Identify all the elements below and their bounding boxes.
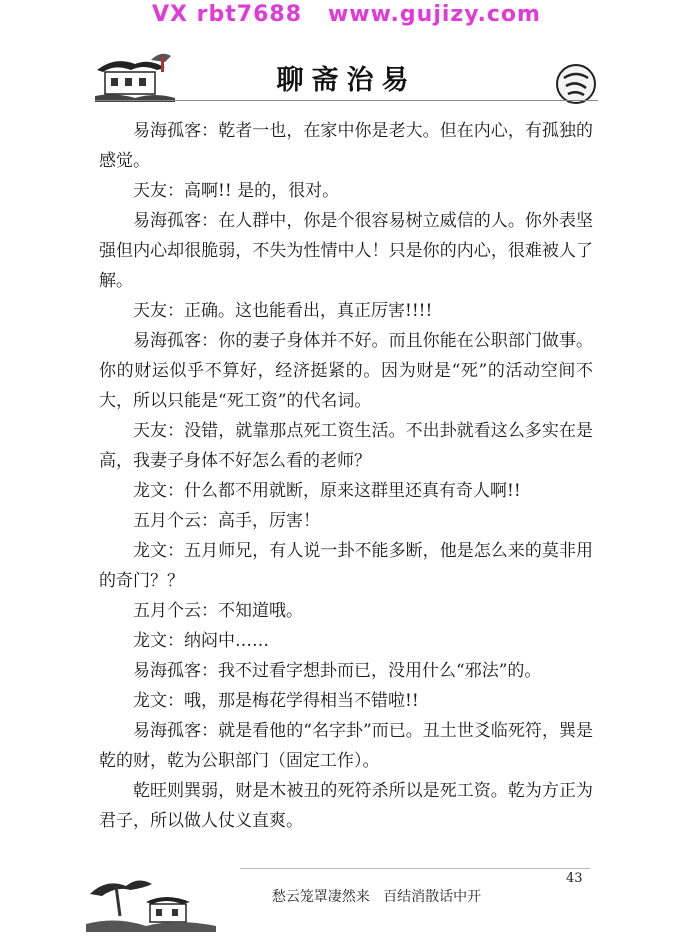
page-number: 43 bbox=[566, 871, 583, 886]
footer-motto: 愁云笼罩凄然来 百结消散话中开 bbox=[271, 889, 482, 905]
paragraph: 天友：高啊!! 是的，很对。 bbox=[133, 181, 340, 201]
header-rule bbox=[95, 100, 598, 101]
paragraph: 天友：正确。这也能看出，真正厉害!!!! bbox=[133, 301, 433, 321]
paragraph: 易海孤客：在人群中，你是个很容易树立威信的人。你外表坚强但内心却很脆弱，不失为性情中人！只是你的内心，很难被人了解。 bbox=[99, 211, 593, 291]
paragraph: 龙文：哦，那是梅花学得相当不错啦!! bbox=[133, 691, 419, 711]
paragraph: 乾旺则巽弱，财是木被丑的死符杀所以是死工资。乾为方正为君子，所以做人仗义直爽。 bbox=[99, 781, 593, 831]
paragraph: 龙文：五月师兄，有人说一卦不能多断，他是怎么来的莫非用的奇门？？ bbox=[99, 541, 593, 591]
paragraph: 易海孤客：我不过看字想卦而已，没用什么“邪法”的。 bbox=[133, 661, 542, 681]
paragraph: 易海孤客：乾者一也，在家中你是老大。但在内心，有孤独的感觉。 bbox=[99, 121, 593, 171]
paragraph: 五月个云：不知道哦。 bbox=[133, 601, 303, 621]
paragraph: 天友：没错，就靠那点死工资生活。不出卦就看这么多实在是高，我妻子身体不好怎么看的老师？ bbox=[99, 421, 593, 471]
footer-rule bbox=[240, 868, 590, 869]
page-header bbox=[95, 40, 598, 110]
paragraph: 易海孤客：你的妻子身体并不好。而且你能在公职部门做事。你的财运似乎不算好，经济挺紧的。因为财是“死”的活动空间不大，所以只能是“死工资”的代名词。 bbox=[99, 331, 593, 411]
paragraph: 龙文：什么都不用就断，原来这群里还真有奇人啊!! bbox=[133, 481, 521, 501]
watermark-text: VX rbt7688 www.gujizy.com bbox=[152, 2, 541, 27]
body-text bbox=[99, 116, 593, 836]
paragraph: 易海孤客：就是看他的“名字卦”而已。丑土世爻临死符，巽是乾的财，乾为公职部门（固定工作）。 bbox=[99, 721, 593, 771]
paragraph: 五月个云：高手，厉害！ bbox=[133, 511, 320, 531]
header-title: 聊斋治易 bbox=[276, 65, 417, 96]
paragraph: 龙文：纳闷中…… bbox=[133, 631, 269, 651]
